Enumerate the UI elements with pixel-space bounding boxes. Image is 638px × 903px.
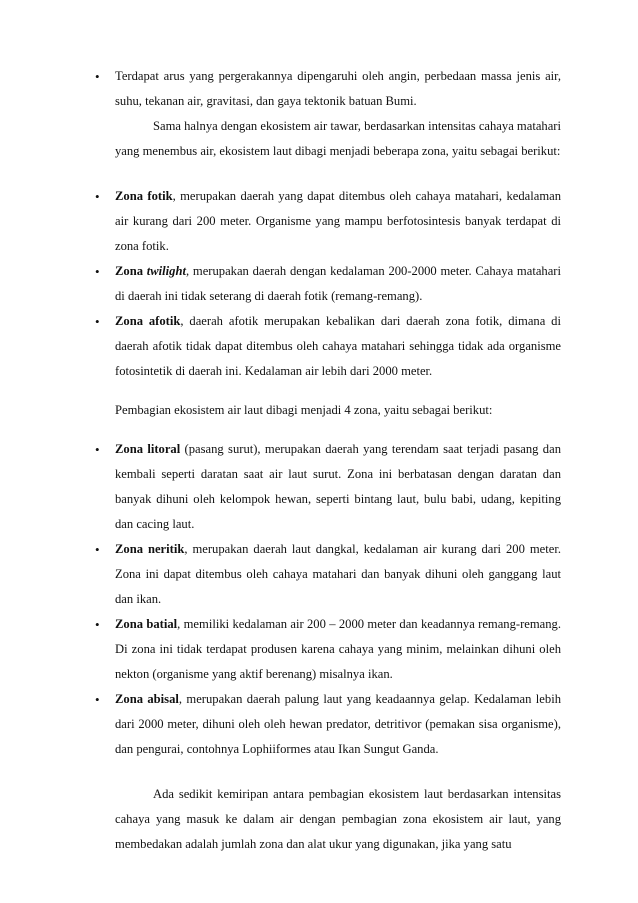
item-text: , merupakan daerah palung laut yang keadaannya gelap. Kedalaman lebih dari 2000 meter, dihuni oleh oleh hewan predator, detritivor (pemakan sisa organisme), dan pengurai, contohnya Lophiiformes atau Ikan Sungut Ganda. — [115, 692, 561, 756]
list-item — [94, 64, 561, 114]
item-text: , merupakan daerah yang dapat ditembus oleh cahaya matahari, kedalaman air kurang dari 200 meter. Organisme yang mampu berfotosintesis banyak terdapat di zona fotik. — [115, 189, 561, 253]
spacer — [94, 384, 561, 398]
spacer — [94, 164, 561, 184]
item-text: (pasang surut), merupakan daerah yang terendam saat terjadi pasang dan kembali seperti daratan saat air laut surut. Zona ini berbatasan dengan daratan dan banyak dihuni oleh kelompok hewan, seperti bintang laut, bulu babi, udang, kepiting dan cacing laut. — [115, 442, 561, 531]
term: Zona batial — [115, 617, 178, 631]
bullet-icon: • — [95, 617, 100, 632]
bullet-icon: • — [95, 69, 100, 84]
paragraph: Sama halnya dengan ekosistem air tawar, berdasarkan intensitas cahaya matahari yang menembus air, ekosistem laut dibagi menjadi beberapa zona, yaitu sebagai berikut: — [115, 119, 561, 158]
list-item — [94, 309, 561, 384]
spacer — [94, 762, 561, 782]
term: Zona — [115, 264, 147, 278]
term: Zona neritik — [115, 542, 185, 556]
paragraph: Pembagian ekosistem air laut dibagi menjadi 4 zona, yaitu sebagai berikut: — [115, 403, 493, 417]
bullet-icon: • — [95, 692, 100, 707]
list-item — [94, 537, 561, 612]
list-item — [94, 259, 561, 309]
list-item — [94, 184, 561, 259]
bullet-icon: • — [95, 189, 100, 204]
spacer — [94, 423, 561, 437]
term: Zona afotik — [115, 314, 181, 328]
list-item — [94, 437, 561, 537]
term: Zona abisal — [115, 692, 179, 706]
bullet-icon: • — [95, 542, 100, 557]
bullet-icon: • — [95, 314, 100, 329]
term-italic: twilight — [146, 264, 186, 278]
page-content — [94, 64, 561, 857]
item-text: , merupakan daerah laut dangkal, kedalaman air kurang dari 200 meter. Zona ini dapat ditembus oleh cahaya matahari dan banyak dihuni oleh ganggang laut dan ikan. — [115, 542, 561, 606]
paragraph: Ada sedikit kemiripan antara pembagian ekosistem laut berdasarkan intensitas cahaya yang masuk ke dalam air dengan pembagian zona ekosistem air laut, yang membedakan adalah jumlah zona dan alat ukur yang digunakan, jika yang satu — [115, 787, 561, 851]
bullet-icon: • — [95, 442, 100, 457]
item-text: , merupakan daerah dengan kedalaman 200-2000 meter. Cahaya matahari di daerah ini tidak seterang di daerah fotik (remang-remang). — [115, 264, 561, 303]
bullet-icon: • — [95, 264, 100, 279]
term: Zona fotik — [115, 189, 173, 203]
item-text: , daerah afotik merupakan kebalikan dari daerah zona fotik, dimana di daerah afotik tidak dapat ditembus oleh cahaya matahari sehingga tidak ada organisme fotosintetik di daerah ini. Kedalaman air lebih dari 2000 meter. — [115, 314, 561, 378]
item-text: , memiliki kedalaman air 200 – 2000 meter dan keadannya remang-remang. Di zona ini tidak terdapat produsen karena cahaya yang minim, melainkan dihuni oleh nekton (organisme yang aktif berenang) misalnya ikan. — [115, 617, 562, 681]
list-item — [94, 687, 561, 762]
list-item — [94, 612, 561, 687]
term: Zona litoral — [115, 442, 181, 456]
item-text: Terdapat arus yang pergerakannya dipengaruhi oleh angin, perbedaan massa jenis air, suhu, tekanan air, gravitasi, dan gaya tektonik batuan Bumi. — [115, 69, 561, 108]
